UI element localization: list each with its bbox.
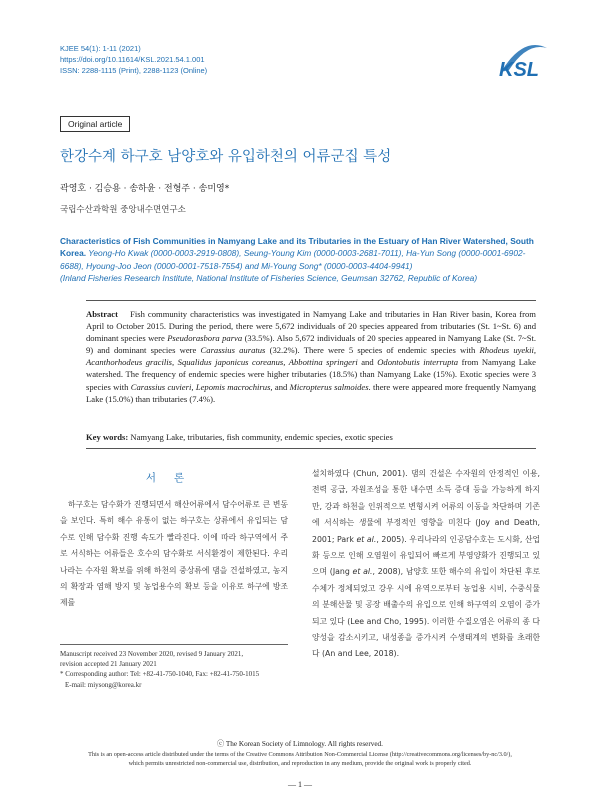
abstract: [86, 308, 536, 405]
abstract-text: (33.5%). Also 5,672 individuals of 20 species appeared in Namyang Lake (St. 7~St. 9) and dominant species were: [86, 333, 537, 356]
abstract-text: and: [272, 381, 290, 392]
journal-citation: KJEE 54(1): 1-11 (2021): [60, 44, 141, 53]
species-name: Carassius cuvieri, Lepomis macrochirus,: [130, 381, 273, 392]
footnote-line: revision accepted 21 January 2021: [60, 660, 157, 669]
species-name: Odontobutis interrupta: [377, 357, 459, 368]
body-text-italic: et al.: [352, 567, 373, 577]
abstract-text: and: [357, 357, 378, 368]
footnote-rule: [60, 644, 288, 645]
footnote-line: E-mail: miysong@korea.kr: [65, 680, 142, 689]
korean-affiliation: 국립수산과학원 중앙내수면연구소: [60, 205, 186, 215]
logo-text: KSL: [499, 59, 539, 80]
species-name: Pseudorasbora parva: [167, 333, 243, 344]
keywords: [86, 431, 536, 443]
abstract-text: Fish community characteristics was investigated in Namyang Lake and tributaries in Han River basin, Korea from April to October 2015. During the period, there were 5,672 individuals of 20 species appeared from tributaries (St. 1~St. 6) and dominant species were: [86, 309, 536, 344]
species-name: Carassius auratus: [200, 345, 266, 356]
keywords-text: Namyang Lake, tributaries, fish community, endemic species, exotic species: [128, 432, 393, 442]
left-column-body: 하구호는 담수화가 진행되면서 해산어류에서 담수어류로 큰 변동을 보인다. 특히 해수 유통이 없는 하구호는 상류에서 유입되는 담수로 인해 담수화 진행 속도가 빨라진다. 이에 따라 하구역에서 주로 서식하는 어류들은 호수의 담수화로 서식환경이 제한된다. 우리나라는 수자원 확보를 위해 하천의 중상류에 댐을 건설하였고, 농지의 확장과 염해 방지 및 농업용수의 확보 등을 이유로 하구에 방조제를: [60, 500, 288, 608]
body-text: 설치하였다 (Chun, 2001). 댐의 건설은 수자원의 안정적인 이용, 전력 공급, 자원조성을 통한 내수면 소득 증대 등을 가능하게 하지만, 강과 하천을 인위적으로 변형시켜 어류의 이동을 차단하며 기존에 서식하는 생물에 부정적인 영향을 미친다 (Joy and Death, 2001; Park: [312, 469, 540, 544]
journal-meta: [60, 43, 207, 76]
abstract-text: . there were appeared more frequently Namyang Lake (15.0%) than tributaries (7.4%).: [86, 381, 536, 404]
english-authors: Yeong-Ho Kwak (0000-0003-2919-0808), Seung-Young Kim (0000-0003-2681-7011), Ha-Yun Song (0000-0001-6902-6688), Hyoung-Joo Jeon (0000-0001-7518-7554) and Mi-Young Song* (0000-0003-4404-9941): [60, 248, 526, 271]
species-name: Micropterus salmoides: [289, 381, 369, 392]
abstract-bottom-rule: [86, 448, 536, 449]
license-line: This is an open-access article distributed under the terms of the Creative Commons Attribution Non-Commercial License (http://creativecommons.org/licenses/by-nc/3.0/),: [88, 751, 512, 758]
section-heading: 서론: [145, 472, 203, 484]
footnote-line: Manuscript received 23 November 2020, revised 9 January 2021,: [60, 650, 244, 658]
english-affiliation: (Inland Fisheries Research Institute, National Institute of Fisheries Science, Geumsan 32762, Republic of Korea): [60, 273, 478, 284]
footnote-line: * Corresponding author: Tel: +82-41-750-1040, Fax: +82-41-750-1015: [60, 670, 260, 679]
body-text: , 2008), 남양호 또한 해수의 유입이 차단된 후로 수체가 정체되었고 강우 시에 유역으로부터 농업용 시비, 수중식물의 분해산물 및 공장 배출수의 유입으로 인해 하구역의 오염이 증가되고 있다 (Lee and Cho, 1995). 이러한 수질오염은 어류의 종 다양성을 감소시키고, 내성종을 증가시켜 수생태계의 변화를 초래한다 (An and Lee, 2018).: [312, 567, 540, 659]
abstract-top-rule: [86, 300, 536, 301]
article-type-badge: Original article: [60, 116, 130, 132]
korean-authors: 곽영호 · 김승용 · 송하윤 · 전형주 · 송미영*: [60, 184, 230, 194]
license: [60, 750, 540, 768]
keywords-label: Key words:: [86, 432, 129, 442]
abstract-text: (32.2%). There were 5 species of endemic species with: [265, 345, 480, 356]
right-column-body: [312, 466, 540, 663]
korean-title: 한강수계 하구호 남양호와 유입하천의 어류군집 특성: [60, 149, 392, 165]
body-text: , 2005). 우리나라의 인공담수호는 도시화, 산업화 등으로 인해 오염원이 유입되어 빠르게 부영양화가 진행되고 있으며 (Jang: [312, 534, 541, 577]
abstract-label: Abstract: [86, 309, 118, 319]
page-number: — 1 —: [288, 780, 312, 789]
body-text-italic: et al.: [356, 534, 377, 544]
footnote: [60, 649, 300, 690]
journal-doi: https://doi.org/10.11614/KSL.2021.54.1.001: [60, 55, 205, 64]
english-title-block: [60, 235, 548, 285]
copyright: ⓒ The Korean Society of Limnology. All rights reserved.: [217, 740, 383, 748]
species-name: Rhodeus uyekii, Acanthorhodeus gracilis, Squalidus japonicus coreanus, Abbottina springeri: [86, 345, 536, 368]
journal-issn: ISSN: 2288-1115 (Print), 2288-1123 (Online): [60, 66, 208, 75]
english-title: Characteristics of Fish Communities in Namyang Lake and its Tributaries in the Estuary of Han River Watershed, South Korea.: [60, 236, 534, 259]
license-line: which permits unrestricted non-commercial use, distribution, and reproduction in any medium, provide the original work is properly cited.: [128, 760, 472, 767]
abstract-text: from Namyang Lake watershed. The frequency of endemic species were higher tributaries (18.5%) than Namyang Lake (15%). Exotic species were 3 species with: [86, 357, 536, 392]
ksl-logo: [497, 40, 549, 80]
